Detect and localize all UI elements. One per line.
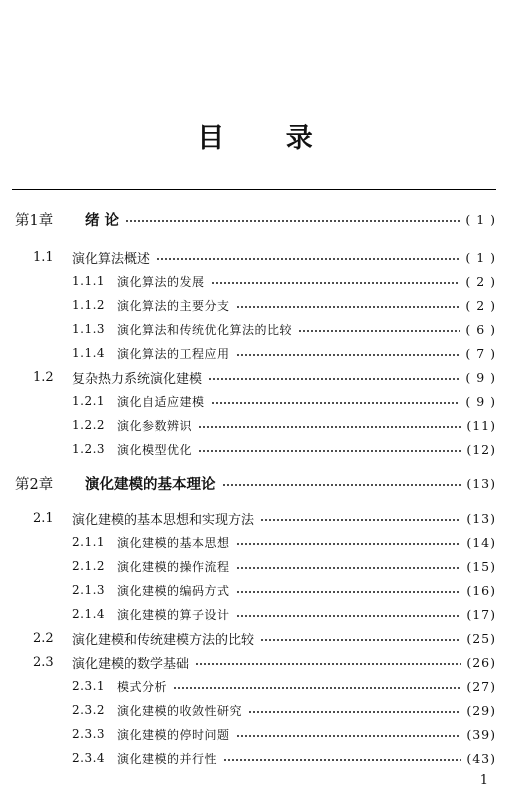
toc-subsection[interactable] [72,319,496,339]
toc-entry-page: ( 2 ) [465,273,496,289]
toc-entry-page: (11) [466,417,496,433]
toc-subsection[interactable] [72,532,496,552]
page-number: 1 [479,773,488,788]
toc-entry-number: 1.1 [33,249,54,265]
toc-entry-title: 演化建模的停时问题 [117,727,230,742]
toc-subsection[interactable] [72,724,496,744]
dot-leader [236,353,461,357]
toc-section[interactable] [33,628,496,648]
toc-entry-title: 演化模型优化 [117,442,193,457]
dot-leader [236,305,461,309]
toc-entry-page: (17) [466,606,496,622]
toc-entry-page: ( 2 ) [465,297,496,313]
dot-leader [198,425,461,429]
dot-leader [223,758,461,762]
page-title: 目 录 [197,123,339,154]
toc-subsection[interactable] [72,343,496,363]
toc-subsection[interactable] [72,604,496,624]
toc-subsection[interactable] [72,439,496,459]
dot-leader [198,449,461,453]
toc-entry-number: 第1章 [15,212,54,229]
dot-leader [156,257,460,261]
toc-entry-title: 演化建模的基本思想 [117,535,230,550]
toc-entry-title: 绪 论 [85,212,120,229]
dot-leader [236,734,462,738]
toc-subsection[interactable] [72,295,496,315]
toc-entry-number: 2.3.1 [72,679,106,693]
dot-leader [260,638,461,642]
dot-leader [236,566,462,570]
toc-entry-title: 演化建模的收敛性研究 [117,703,243,718]
dot-leader [236,542,462,546]
toc-subsection[interactable] [72,415,496,435]
dot-leader [248,710,461,714]
toc-entry-number: 1.1.2 [72,298,106,312]
toc-entry-number: 2.1 [33,510,54,526]
toc-entry-page: ( 6 ) [465,321,496,337]
dot-leader [222,483,462,487]
toc-subsection[interactable] [72,556,496,576]
toc-entry-number: 2.1.1 [72,535,106,549]
toc-entry-title: 演化算法的工程应用 [117,346,230,361]
toc-entry-title: 演化算法的发展 [117,274,205,289]
toc-entry-number: 2.3.3 [72,727,106,741]
toc-entry-number: 2.3 [33,654,54,670]
toc-chapter[interactable] [15,473,496,493]
toc-section[interactable] [33,367,496,387]
toc-subsection[interactable] [72,580,496,600]
toc-entry-title: 演化建模和传统建模方法的比较 [72,632,255,648]
dot-leader [260,518,461,522]
toc-entry-page: (13) [466,475,496,491]
toc-entry-number: 1.2 [33,369,54,385]
toc-entry-title: 演化建模的并行性 [117,751,218,766]
toc-entry-page: (29) [466,702,496,718]
dot-leader [236,590,462,594]
toc-entry-title: 演化算法的主要分支 [117,298,230,313]
dot-leader [208,377,460,381]
toc-entry-page: (13) [466,510,496,526]
toc-entry-title: 演化建模的算子设计 [117,607,230,622]
toc-entry-page: (27) [466,678,496,694]
toc-subsection[interactable] [72,748,496,768]
toc-entry-number: 1.2.3 [72,442,106,456]
toc-subsection[interactable] [72,391,496,411]
toc-entry-title: 演化算法概述 [72,251,151,267]
toc-subsection[interactable] [72,676,496,696]
toc-entry-number: 2.3.2 [72,703,106,717]
toc-entry-number: 1.1.3 [72,322,106,336]
toc-section[interactable] [33,247,496,267]
toc-subsection[interactable] [72,700,496,720]
toc-entry-title: 复杂热力系统演化建模 [72,371,203,387]
dot-leader [211,281,461,285]
toc-entry-page: ( 9 ) [465,393,496,409]
dot-leader [298,329,460,333]
toc-chapter[interactable] [15,209,496,229]
toc-entry-number: 2.1.3 [72,583,106,597]
toc-section[interactable] [33,508,496,528]
dot-leader [125,219,460,223]
toc-entry-page: (12) [466,441,496,457]
toc-entry-number: 2.3.4 [72,751,106,765]
toc-entry-title: 演化建模的操作流程 [117,559,230,574]
toc-entry-page: (25) [466,630,496,646]
toc-entry-page: (15) [466,558,496,574]
dot-leader [236,614,462,618]
toc-entry-page: (26) [466,654,496,670]
toc-entry-page: ( 7 ) [465,345,496,361]
dot-leader [195,662,461,666]
toc-section[interactable] [33,652,496,672]
toc-entry-title: 演化建模的编码方式 [117,583,230,598]
toc-entry-page: ( 1 ) [465,249,496,265]
toc-entry-title: 演化自适应建模 [117,394,205,409]
toc-entry-title: 模式分析 [117,679,168,694]
toc-entry-number: 第2章 [15,476,54,493]
toc-entry-title: 演化算法和传统优化算法的比较 [117,322,293,337]
toc-entry-page: (39) [466,726,496,742]
toc-entry-title: 演化参数辨识 [117,418,193,433]
toc-entry-number: 2.2 [33,630,54,646]
toc-entry-number: 1.1.4 [72,346,106,360]
toc-entry-title: 演化建模的基本思想和实现方法 [72,512,255,528]
toc-entry-page: (14) [466,534,496,550]
toc-entry-page: (43) [466,750,496,766]
toc-entry-number: 1.1.1 [72,274,106,288]
toc-entry-page: ( 9 ) [465,369,496,385]
toc-entry-number: 1.2.2 [72,418,106,432]
toc-entry-page: (16) [466,582,496,598]
toc-entry-page: ( 1 ) [465,211,496,227]
toc-subsection[interactable] [72,271,496,291]
toc-entry-number: 2.1.4 [72,607,106,621]
toc-entry-number: 1.2.1 [72,394,106,408]
dot-leader [211,401,461,405]
toc-entry-title: 演化建模的数学基础 [72,656,190,672]
dot-leader [173,686,461,690]
toc-entry-title: 演化建模的基本理论 [85,476,216,493]
toc-entry-number: 2.1.2 [72,559,106,573]
